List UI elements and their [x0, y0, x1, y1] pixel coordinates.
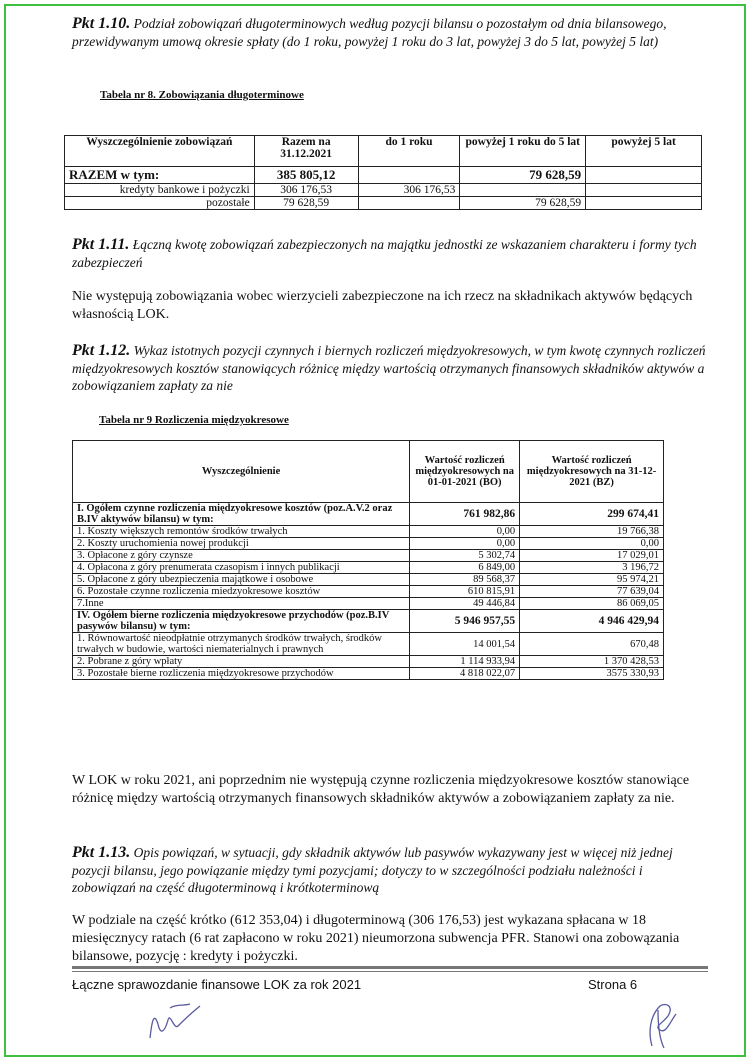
table-row — [73, 574, 664, 586]
table-cell: 4 946 429,94 — [520, 610, 664, 633]
table-cell: 4. Opłacona z góry prenumerata czasopism i innych publikacji — [73, 562, 410, 574]
table9-header: Wartość rozliczeń międzyokresowych na 31-12-2021 (BZ) — [520, 441, 664, 503]
section-1-10 — [72, 15, 704, 50]
table8-header: Wyszczególnienie zobowiązań — [65, 136, 255, 167]
footer-rule — [72, 971, 708, 972]
table-cell: 1. Koszty większych remontów środków trwałych — [73, 526, 410, 538]
paragraph: W LOK w roku 2021, ani poprzednim nie występują czynne rozliczenia międzyokresowe kosztów stanowiące różnicę między wartością otrzymanych finansowych składników aktywów a zobowiązaniem zapłaty za nie. — [72, 773, 690, 806]
table9-header: Wartość rozliczeń międzyokresowych na 01-01-2021 (BO) — [410, 441, 520, 503]
table-cell: 306 176,53 — [358, 184, 460, 197]
table-cell — [586, 167, 702, 184]
footer-title: Łączne sprawozdanie finansowe LOK za rok 2021 — [72, 977, 362, 992]
table8-header: powyżej 5 lat — [586, 136, 702, 167]
table-cell: 2. Koszty uruchomienia nowej produkcji — [73, 538, 410, 550]
table-cell: 89 568,37 — [410, 574, 520, 586]
section-label: Pkt 1.11. — [72, 236, 130, 253]
table-cell: 5 946 957,55 — [410, 610, 520, 633]
table-cell: 0,00 — [410, 538, 520, 550]
table-cell: 79 628,59 — [254, 197, 358, 210]
table-cell: 0,00 — [410, 526, 520, 538]
table-cell: 306 176,53 — [254, 184, 358, 197]
table-cell: pozostałe — [65, 197, 255, 210]
table-cell: 299 674,41 — [520, 503, 664, 526]
table-cell: 19 766,38 — [520, 526, 664, 538]
table9-caption: Tabela nr 9 Rozliczenia międzyokresowe — [99, 414, 289, 426]
section-text: Podział zobowiązań długoterminowych według pozycji bilansu o pozostałym od dnia bilansowego, przewidywanym umową okresie spłaty (do 1 roku, powyżej 1 roku do 3 lat, powyżej 3 do 5 lat, powyżej 5 lat) — [72, 16, 667, 49]
table-cell: 5 302,74 — [410, 550, 520, 562]
section-text: Opis powiązań, w sytuacji, gdy składnik aktywów lub pasywów wykazywany jest w więcej niż jednej pozycji bilansu, jego powiązanie między tymi pozycjami; dotyczy to w szczególności podziału należności i zobowiązań na część długoterminową i krótkoterminową — [72, 845, 673, 895]
table-row — [73, 668, 664, 680]
table-row — [73, 550, 664, 562]
table-row — [73, 526, 664, 538]
table-cell: IV. Ogółem bierne rozliczenia międzyokresowe przychodów (poz.B.IV pasywów bilansu) w tym: — [73, 610, 410, 633]
table-9 — [72, 440, 664, 680]
table-cell: 2. Pobrane z góry wpłaty — [73, 656, 410, 668]
section-1-11 — [72, 236, 708, 271]
table-row — [73, 598, 664, 610]
table-cell: 0,00 — [520, 538, 664, 550]
table-row — [65, 184, 702, 197]
table-cell: I. Ogółem czynne rozliczenia międzyokresowe kosztów (poz.A.V.2 oraz B.IV aktywów bilansu) w tym: — [73, 503, 410, 526]
footer-page-number: Strona 6 — [588, 977, 638, 992]
table-row — [73, 503, 664, 526]
table-cell: 3 196,72 — [520, 562, 664, 574]
table-cell: 761 982,86 — [410, 503, 520, 526]
table-cell: 3. Opłacone z góry czynsze — [73, 550, 410, 562]
table-cell: 1 370 428,53 — [520, 656, 664, 668]
table-row — [73, 562, 664, 574]
table-cell: RAZEM w tym: — [65, 167, 255, 184]
table8-header: Razem na 31.12.2021 — [254, 136, 358, 167]
table-cell: 79 628,59 — [460, 197, 586, 210]
table-cell — [358, 197, 460, 210]
signature-right — [630, 996, 690, 1052]
table-row — [73, 633, 664, 656]
table-cell: 3. Pozostałe bierne rozliczenia międzyokresowe przychodów — [73, 668, 410, 680]
table-cell — [358, 167, 460, 184]
table-cell — [586, 197, 702, 210]
table-cell: 6. Pozostałe czynne rozliczenia miedzyokresowe kosztów — [73, 586, 410, 598]
paragraph: Nie występują zobowiązania wobec wierzycieli zabezpieczone na ich rzecz na składnikach aktywów będących własnością LOK. — [72, 289, 693, 322]
section-label: Pkt 1.10. — [72, 15, 131, 32]
table-cell: 86 069,05 — [520, 598, 664, 610]
table-cell: 95 974,21 — [520, 574, 664, 586]
table8-header: do 1 roku — [358, 136, 460, 167]
section-label: Pkt 1.12. — [72, 342, 131, 359]
table-cell — [586, 184, 702, 197]
table-row — [73, 610, 664, 633]
table-cell: 3575 330,93 — [520, 668, 664, 680]
table-8 — [64, 135, 702, 210]
table-cell: 49 446,84 — [410, 598, 520, 610]
table8-caption: Tabela nr 8. Zobowiązania długoterminowe — [100, 89, 304, 101]
table-row — [73, 586, 664, 598]
section-text: Łączną kwotę zobowiązań zabezpieczonych na majątku jednostki ze wskazaniem charakteru i formy tych zabezpieczeń — [72, 237, 697, 270]
table-row — [65, 167, 702, 184]
table-cell: 17 029,01 — [520, 550, 664, 562]
table-cell: 4 818 022,07 — [410, 668, 520, 680]
signature-left — [140, 1000, 210, 1044]
table-cell: kredyty bankowe i pożyczki — [65, 184, 255, 197]
table8-header: powyżej 1 roku do 5 lat — [460, 136, 586, 167]
section-1-13 — [72, 844, 708, 897]
table-cell: 670,48 — [520, 633, 664, 656]
table-cell: 385 805,12 — [254, 167, 358, 184]
table9-header: Wyszczególnienie — [73, 441, 410, 503]
footer-rule — [72, 966, 708, 969]
table-cell: 7.Inne — [73, 598, 410, 610]
paragraph: W podziale na część krótko (612 353,04) i długoterminową (306 176,53) jest wykazana spłacana w 18 miesięcznycy ratach (6 rat zapłacono w roku 2021) nieumorzona subwencja PFR. Stanowi ona zobowązania bilansowe, pozycję : kredyty i pożyczki. — [72, 913, 680, 964]
table-cell: 14 001,54 — [410, 633, 520, 656]
table-cell: 610 815,91 — [410, 586, 520, 598]
table-row — [65, 197, 702, 210]
table-cell: 77 639,04 — [520, 586, 664, 598]
table-cell: 5. Opłacone z góry ubezpieczenia majątkowe i osobowe — [73, 574, 410, 586]
section-1-12 — [72, 342, 708, 395]
table-cell: 1. Równowartość nieodpłatnie otrzymanych środków trwałych, środków trwałych w budowie, wartości niematerialnych i prawnych — [73, 633, 410, 656]
table-row — [73, 538, 664, 550]
table-cell — [460, 184, 586, 197]
table-cell: 79 628,59 — [460, 167, 586, 184]
section-label: Pkt 1.13. — [72, 844, 131, 861]
table-cell: 1 114 933,94 — [410, 656, 520, 668]
section-text: Wykaz istotnych pozycji czynnych i biernych rozliczeń międzyokresowych, w tym kwotę czynnych rozliczeń międzyokresowych kosztów stanowiących różnicę między wartością otrzymanych finansowych składników aktywów a zobowiązaniem zapłaty za nie — [72, 343, 706, 393]
table-row — [73, 656, 664, 668]
table-cell: 6 849,00 — [410, 562, 520, 574]
